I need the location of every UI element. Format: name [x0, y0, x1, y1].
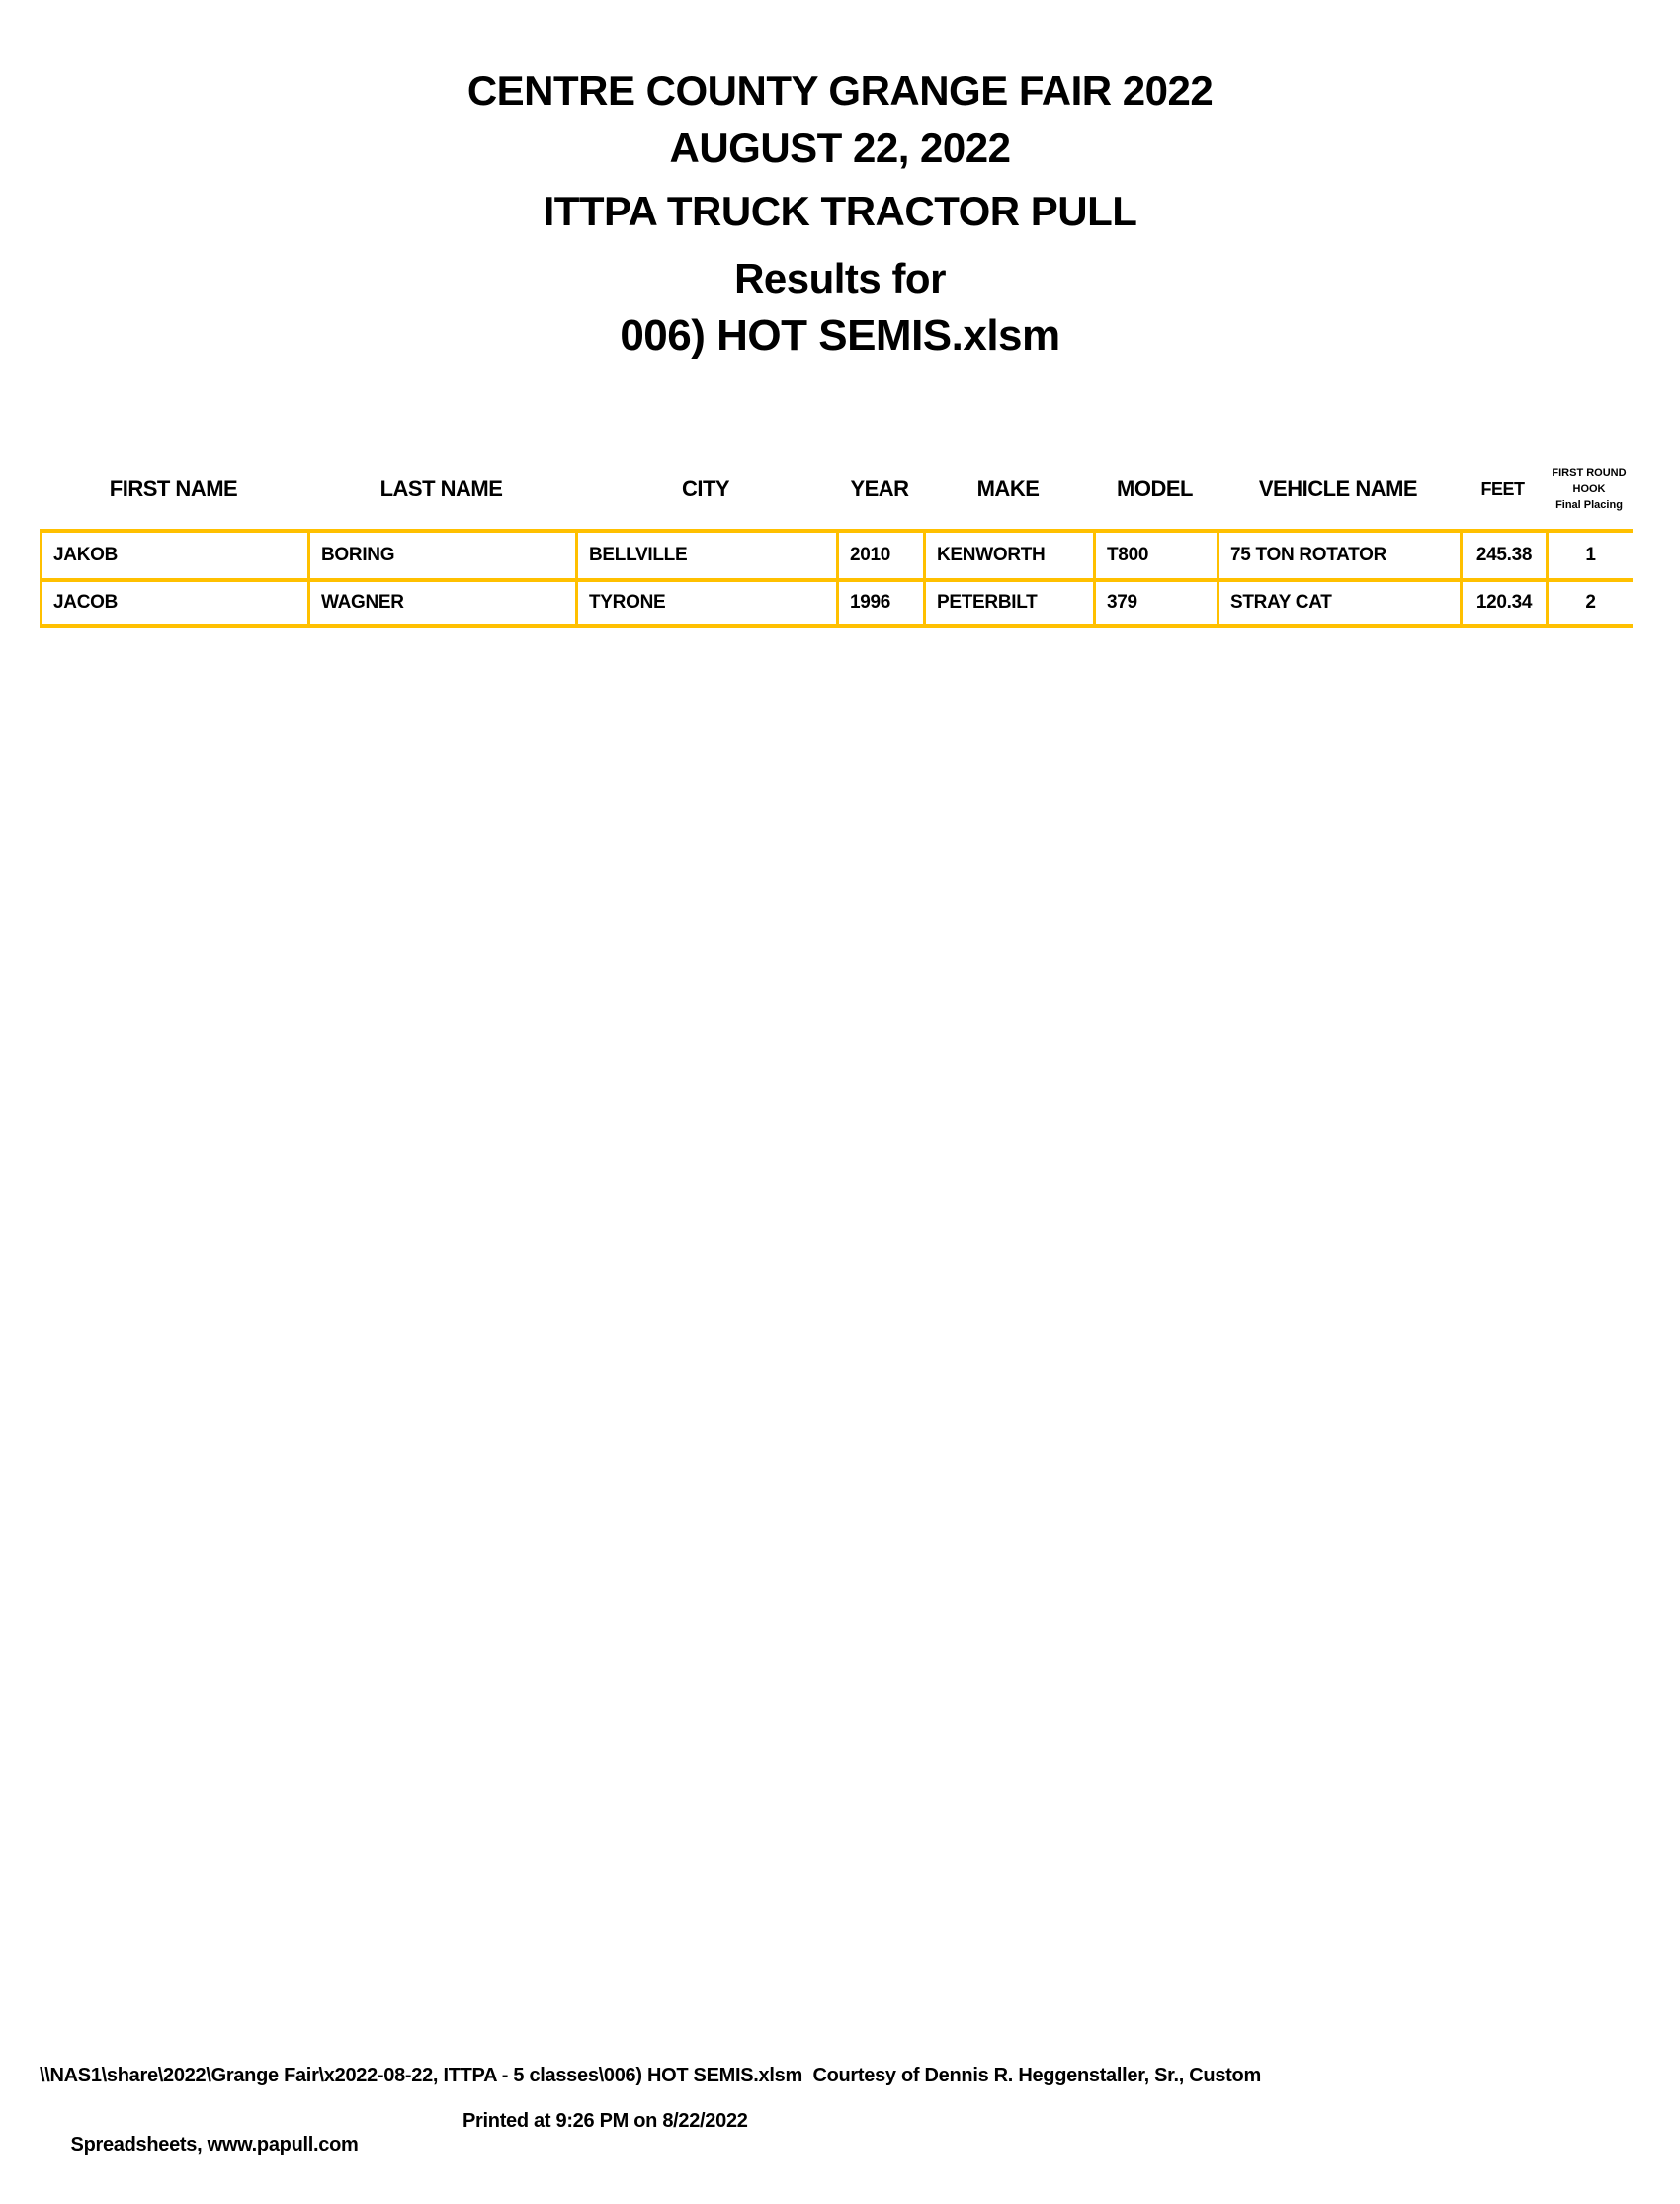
results-for-label: Results for [734, 255, 946, 301]
col-header-year: YEAR [850, 476, 909, 501]
cell-vehicle-name: 75 TON ROTATOR [1217, 533, 1460, 578]
cell-first-name: JAKOB [40, 533, 307, 578]
cell-first-name: JACOB [40, 582, 307, 624]
cell-model: 379 [1093, 582, 1217, 624]
col-header-vehicle-name: VEHICLE NAME [1258, 476, 1418, 501]
cell-final-placing: 2 [1546, 582, 1633, 624]
cell-feet: 245.38 [1460, 533, 1546, 578]
results-table [40, 450, 1633, 628]
cell-city: BELLVILLE [575, 533, 836, 578]
cell-model: T800 [1093, 533, 1217, 578]
cell-city: TYRONE [575, 582, 836, 624]
col-header-feet: FEET [1480, 478, 1525, 499]
class-file-name: 006) HOT SEMIS.xlsm [620, 311, 1060, 360]
hook-header-line1: FIRST ROUND [1552, 467, 1627, 479]
fair-title: CENTRE COUNTY GRANGE FAIR 2022 [466, 67, 1214, 114]
cell-feet: 120.34 [1460, 582, 1546, 624]
cell-last-name: BORING [307, 533, 575, 578]
footer-line2 [40, 2109, 1640, 2204]
cell-vehicle-name: STRAY CAT [1217, 582, 1460, 624]
col-header-make: MAKE [976, 476, 1040, 501]
footer-spreadsheets-credit: Spreadsheets, www.papull.com [70, 2134, 359, 2156]
table-row [40, 578, 1633, 628]
cell-year: 2010 [836, 533, 923, 578]
hook-header-line2: HOOK [1572, 483, 1606, 495]
col-header-first-name: FIRST NAME [109, 476, 238, 501]
cell-final-placing: 1 [1546, 533, 1633, 578]
cell-make: KENWORTH [923, 533, 1093, 578]
hook-header-line3: Final Placing [1555, 499, 1623, 511]
page-footer [40, 2064, 1640, 2204]
table-row [40, 529, 1633, 578]
cell-year: 1996 [836, 582, 923, 624]
col-header-last-name: LAST NAME [379, 476, 503, 501]
col-header-model: MODEL [1117, 476, 1193, 501]
col-header-city: CITY [681, 476, 730, 501]
footer-file-path: \\NAS1\share\2022\Grange Fair\x2022-08-22, ITTPA - 5 classes\006) HOT SEMIS.xlsm Courtesy of Dennis R. Heggenstaller, Sr., Custom [40, 2065, 1261, 2086]
table-header-row [40, 450, 1633, 529]
cell-make: PETERBILT [923, 582, 1093, 624]
col-header-hook-placing [1546, 450, 1633, 529]
cell-last-name: WAGNER [307, 582, 575, 624]
event-name: ITTPA TRUCK TRACTOR PULL [543, 188, 1137, 234]
event-date: AUGUST 22, 2022 [669, 125, 1011, 171]
footer-printed-at: Printed at 9:26 PM on 8/22/2022 [462, 2110, 748, 2132]
